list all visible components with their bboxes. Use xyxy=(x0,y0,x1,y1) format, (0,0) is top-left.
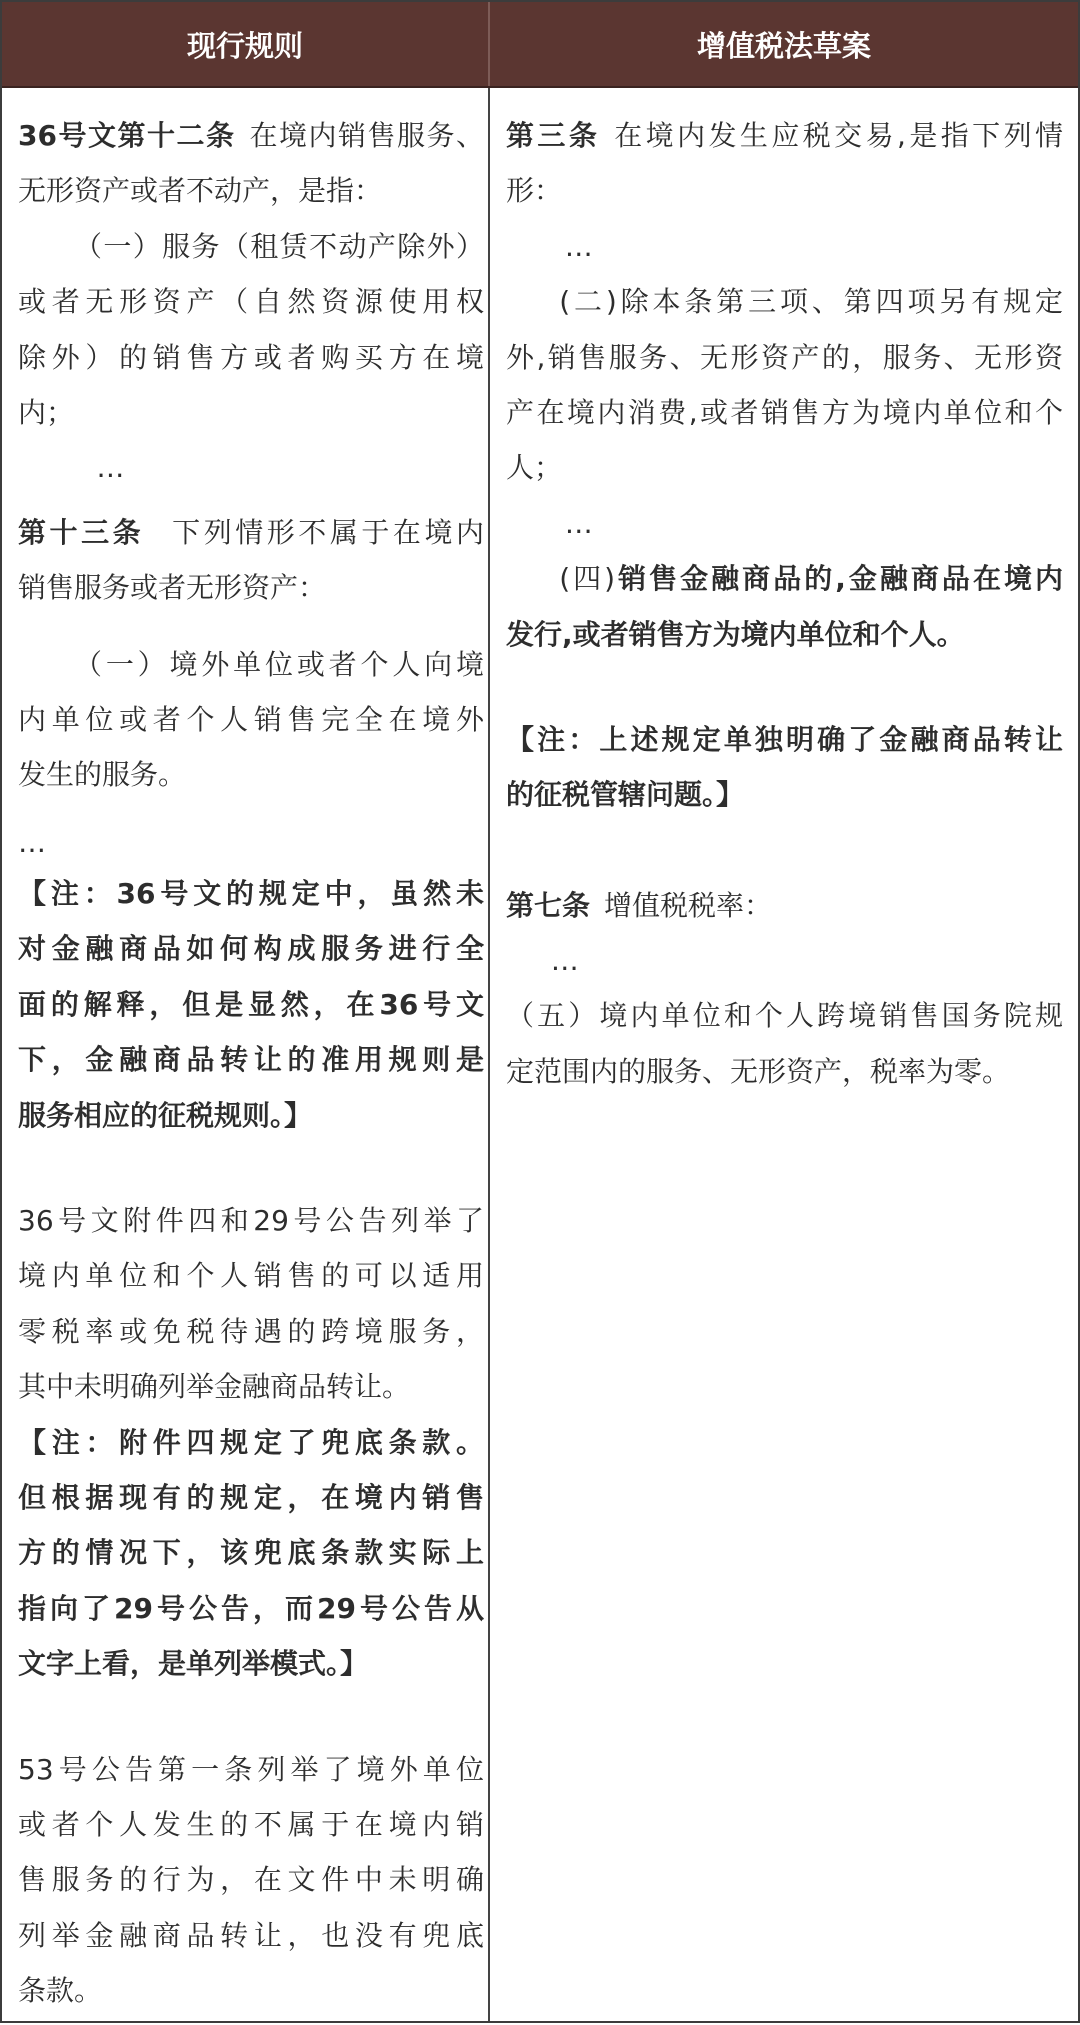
text-line: 或者个人发生的不属于在境内销 xyxy=(18,1807,484,1841)
text-line: 发生的服务。 xyxy=(18,758,187,792)
text-line: （一）境外单位或者个人向境 xyxy=(74,647,484,681)
circular36-article12-block xyxy=(18,108,484,219)
ellipsis: … xyxy=(564,506,593,540)
announcement53-paragraph xyxy=(18,1742,484,2019)
text-line: 境内单位和个人销售的可以适用 xyxy=(18,1259,484,1293)
article-text: 在境内发生应税交易,是指下列情 xyxy=(614,119,1063,152)
text-line xyxy=(506,551,1063,606)
text-line: 方的情况下，该兜底条款实际上 xyxy=(18,1536,484,1570)
article-text: 增值税税率： xyxy=(604,888,773,922)
article3-item4-block xyxy=(506,551,1063,662)
article13-block xyxy=(18,505,484,616)
text-line xyxy=(506,108,1063,163)
ellipsis: … xyxy=(550,944,579,978)
text-line: 【注：附件四规定了兜底条款。 xyxy=(18,1425,484,1459)
text-line: （一）服务（租赁不动产除外） xyxy=(74,229,484,263)
text-line: 售服务的行为，在文件中未明确 xyxy=(18,1863,484,1897)
note-block xyxy=(18,1415,484,1692)
text-line: 形： xyxy=(506,174,563,208)
text-line: (二)除本条第三项、第四项另有规定 xyxy=(559,285,1063,319)
text-line: 或者无形资产（自然资源使用权 xyxy=(18,285,484,319)
text-line: 零税率或免税待遇的跨境服务， xyxy=(18,1314,484,1348)
article3-block xyxy=(506,108,1063,219)
text-line: 对金融商品如何构成服务进行全 xyxy=(18,932,484,966)
item-number: (四) xyxy=(559,562,616,596)
text-line: 内； xyxy=(18,395,75,429)
text-line: 的征税管辖问题。】 xyxy=(506,778,745,812)
article-number-label: 第三条 xyxy=(506,119,601,152)
text-line: 但根据现有的规定，在境内销售 xyxy=(18,1480,484,1514)
article-text: 在境内销售服务、 xyxy=(249,119,484,152)
text-line xyxy=(506,878,1063,933)
text-line: 其中未明确列举金融商品转让。 xyxy=(18,1370,411,1404)
note-block xyxy=(506,712,1063,823)
text-line: 指向了29号公告，而29号公告从 xyxy=(18,1591,484,1625)
table-header-row xyxy=(2,2,1078,88)
article-number-label: 第七条 xyxy=(506,888,591,922)
text-line: 无形资产或者不动产，是指： xyxy=(18,174,383,208)
column-header-current-rules: 现行规则 xyxy=(2,2,490,86)
text-line: 面的解释，但是显然，在36号文 xyxy=(18,987,484,1021)
text-line: 发行,或者销售方为境内单位和个人。 xyxy=(506,617,965,651)
ellipsis: … xyxy=(96,451,125,485)
ellipsis: … xyxy=(564,229,593,263)
text-line: 销售服务或者无形资产： xyxy=(18,571,327,605)
table-body xyxy=(2,88,1078,2021)
note-block xyxy=(18,866,484,1143)
article13-item1-block xyxy=(18,637,484,803)
text-line: 除外）的销售方或者购买方在境 xyxy=(18,340,484,374)
article-text: 下列情形不属于在境内 xyxy=(172,515,484,549)
text-line: 服务相应的征税规则。】 xyxy=(18,1098,313,1132)
vat-law-draft-cell xyxy=(490,88,1078,2021)
text-line: 下，金融商品转让的准用规则是 xyxy=(18,1043,484,1077)
current-rules-cell xyxy=(2,88,490,2021)
article7-item5-block xyxy=(506,988,1063,1099)
text-line: 文字上看，是单列举模式。】 xyxy=(18,1647,369,1681)
text-line: 列举金融商品转让，也没有兜底 xyxy=(18,1918,484,1952)
text-line: 【注：36号文的规定中，虽然未 xyxy=(18,877,484,911)
column-header-vat-law-draft: 增值税法草案 xyxy=(696,28,871,63)
text-line: 53号公告第一条列举了境外单位 xyxy=(18,1752,484,1786)
ellipsis: … xyxy=(18,825,46,859)
article3-item2-block xyxy=(506,274,1063,496)
article-number-label: 第十三条 xyxy=(18,515,145,549)
article-number-label: 36号文第十二条 xyxy=(18,119,236,152)
text-line: 产在境内消费,或者销售方为境内单位和个 xyxy=(506,395,1063,429)
text-line: 条款。 xyxy=(18,1974,103,2008)
annex4-paragraph xyxy=(18,1193,484,1415)
text-line: 定范围内的服务、无形资产，税率为零。 xyxy=(506,1054,1011,1088)
item-text: 销售金融商品的,金融商品在境内 xyxy=(615,562,1063,596)
text-line xyxy=(18,505,484,560)
text-line: 外,销售服务、无形资产的，服务、无形资 xyxy=(506,340,1063,374)
article12-item1-block xyxy=(18,219,484,441)
text-line: 36号文附件四和29号公告列举了 xyxy=(18,1204,484,1238)
text-line: （五）境内单位和个人跨境销售国务院规 xyxy=(506,999,1063,1033)
article7-block xyxy=(506,878,1063,933)
text-line: 【注：上述规定单独明确了金融商品转让 xyxy=(506,722,1063,756)
text-line: 内单位或者个人销售完全在境外 xyxy=(18,702,484,736)
text-line: 人； xyxy=(506,451,563,485)
text-line xyxy=(18,108,484,163)
